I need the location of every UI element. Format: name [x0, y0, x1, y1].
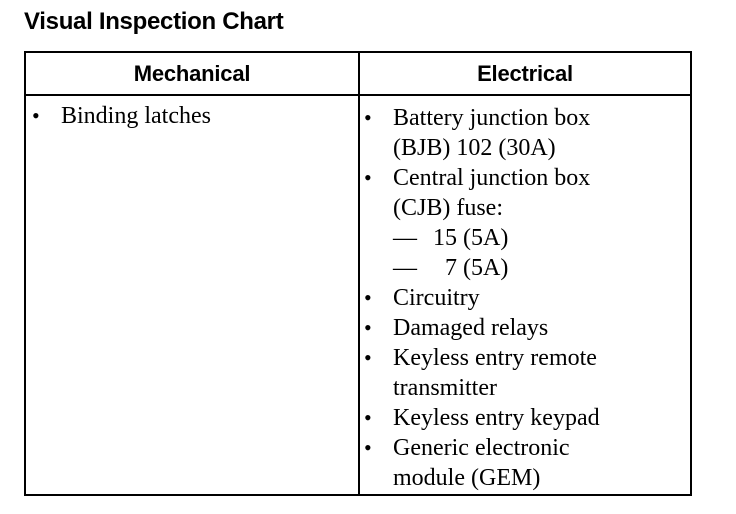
bullet-icon: • — [364, 345, 372, 370]
list-item-text: Battery junction box — [393, 105, 591, 131]
list-item — [364, 283, 686, 313]
dash-icon: — — [393, 255, 417, 281]
list-item-text: Keyless entry remote — [393, 345, 597, 371]
bullet-icon: • — [32, 103, 40, 128]
sub-item — [393, 223, 686, 253]
bullet-icon: • — [364, 165, 372, 190]
column-header-mechanical: Mechanical — [133, 61, 251, 86]
list-item — [32, 101, 352, 131]
list-item-text: Binding latches — [61, 103, 211, 129]
mechanical-list — [32, 101, 352, 131]
list-item — [364, 103, 686, 163]
bullet-icon: • — [364, 285, 372, 310]
list-item-text: (CJB) fuse: — [393, 195, 503, 221]
list-item-text: Circuitry — [393, 285, 480, 311]
list-item-text: Central junction box — [393, 165, 591, 191]
inspection-table — [24, 51, 692, 496]
list-item — [364, 313, 686, 343]
sub-item — [393, 253, 686, 283]
column-header-electrical: Electrical — [477, 61, 573, 86]
bullet-icon: • — [364, 435, 372, 460]
list-item — [364, 433, 686, 493]
bullet-icon: • — [364, 315, 372, 340]
bullet-icon: • — [364, 405, 372, 430]
bullet-icon: • — [364, 105, 372, 130]
list-item-text: module (GEM) — [393, 465, 541, 491]
list-item — [364, 403, 686, 433]
column-divider — [358, 53, 360, 494]
page-title: Visual Inspection Chart — [24, 8, 284, 35]
list-item — [364, 163, 686, 283]
list-item-text: Keyless entry keypad — [393, 405, 600, 431]
electrical-list — [364, 103, 686, 493]
list-item-text: Damaged relays — [393, 315, 549, 341]
sub-item-text: 7 (5A) — [445, 255, 509, 281]
list-item — [364, 343, 686, 403]
sub-item-text: 15 (5A) — [433, 225, 509, 251]
list-item-text: Generic electronic — [393, 435, 570, 461]
dash-icon: — — [393, 225, 417, 251]
list-item-text: transmitter — [393, 375, 497, 401]
list-item-text: (BJB) 102 (30A) — [393, 135, 556, 161]
